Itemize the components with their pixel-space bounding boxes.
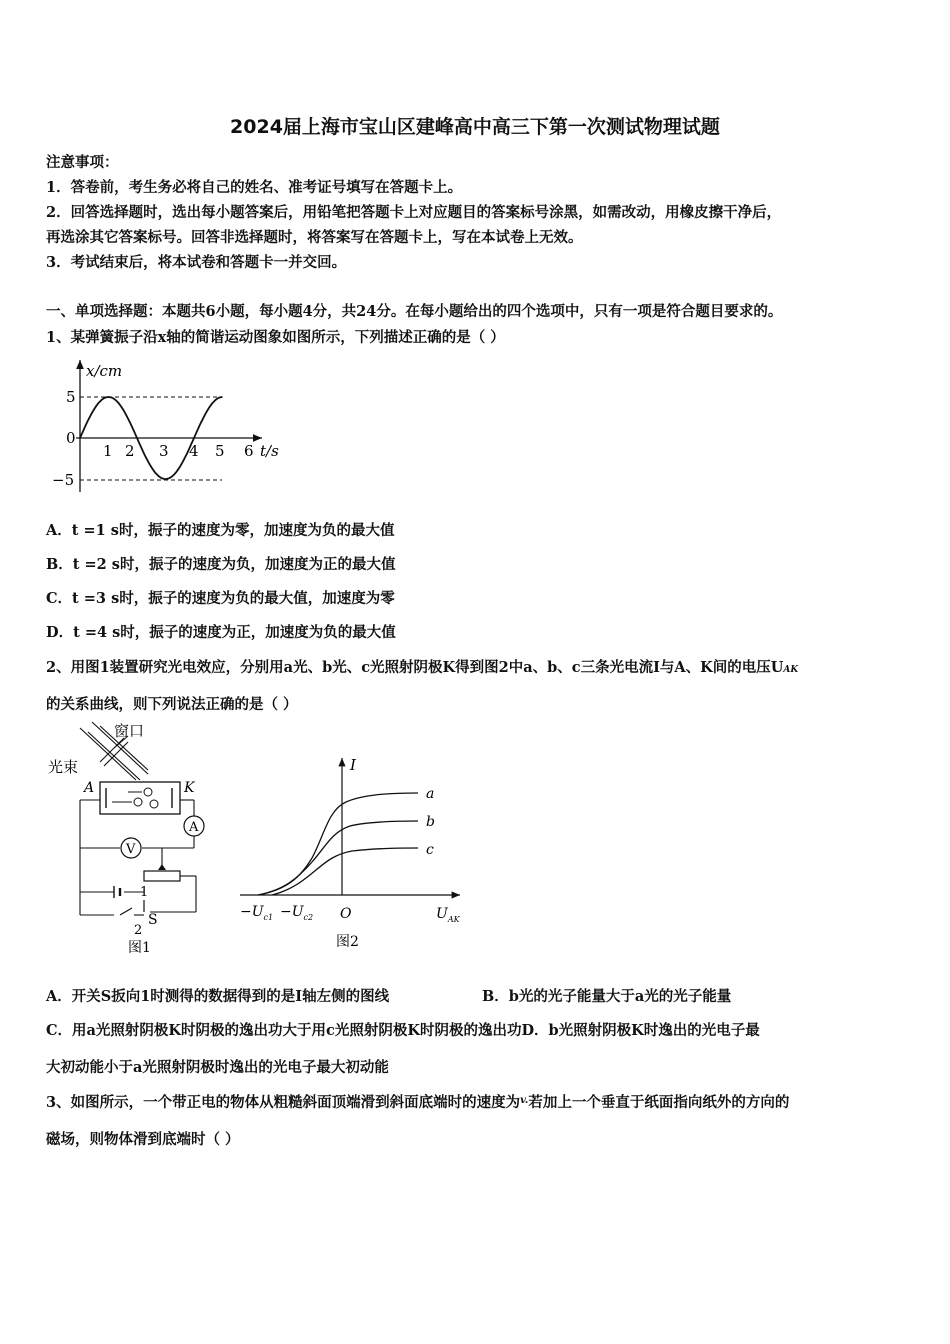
electron-icon [144, 788, 152, 796]
switch-label: S [148, 912, 158, 928]
voltmeter-label: V [126, 842, 136, 857]
q2-option-c-d: C．用a光照射阴极K时阴极的逸出功大于用c光照射阴极K时阴极的逸出功D．b光照射阴极K时逸出的光电子最 [46, 1022, 760, 1039]
section-heading: 一、单项选择题：本题共6小题，每小题4分，共24分。在每小题给出的四个选项中，只有一项是符合题目要求的。 [46, 303, 783, 320]
q2-stem-text: 2、用图1装置研究光电效应，分别用a光、b光、c光照射阴极K得到图2中a、b、c三条光电流I与A、K间的电压U [46, 659, 784, 676]
rheostat [144, 871, 180, 881]
q1-option-c: C．t =3 s时，振子的速度为负的最大值，加速度为零 [46, 590, 395, 607]
q1-option-d: D．t =4 s时，振子的速度为正，加速度为负的最大值 [46, 624, 396, 641]
uc1-label: $-U_{c1}$ [240, 904, 274, 922]
curve-c [272, 848, 418, 895]
question-2-stem-line1 [46, 656, 798, 677]
voltage-axis-label: $U_{AK}$ [436, 906, 460, 924]
x-tick-label: 6 [244, 442, 254, 460]
notice-item: 2．回答选择题时，选出每小题答案后，用铅笔把答题卡上对应题目的答案标号涂黑，如需改动，用橡皮擦干净后， [46, 204, 782, 221]
x-tick-label: 3 [159, 442, 169, 460]
curve-b-label: b [426, 814, 435, 830]
figure-1-caption: 图1 [128, 940, 151, 956]
q1-option-a: A．t =1 s时，振子的速度为零，加速度为负的最大值 [46, 522, 395, 539]
window-label: 窗口 [114, 722, 145, 740]
curve-b [258, 821, 418, 895]
ammeter-label: A [189, 820, 199, 835]
uc2-label: $-U_{c2}$ [280, 904, 314, 922]
question-3-stem-line1 [46, 1091, 789, 1112]
question-1-stem: 1、某弹簧振子沿x轴的简谐运动图象如图所示，下列描述正确的是（ ） [46, 329, 505, 346]
current-axis-label: I [350, 756, 356, 774]
anode-label: A [84, 780, 95, 796]
switch-contact [120, 908, 132, 915]
q1-oscillation-graph [40, 352, 300, 502]
electron-icon [150, 800, 158, 808]
q2-figure-2-iv-curves [236, 750, 466, 950]
notice-heading: 注意事项： [46, 154, 119, 171]
q2-stem-subscript: AK [783, 665, 799, 675]
notice-item: 1．答卷前，考生务必将自己的姓名、准考证号填写在答题卡上。 [46, 179, 463, 196]
y-tick-label: −5 [52, 471, 75, 489]
y-tick-label: 5 [66, 388, 76, 406]
x-tick-label: 4 [189, 442, 199, 460]
q3-stem-text-b: 若加上一个垂直于纸面指向纸外的方向的 [528, 1094, 790, 1111]
y-tick-label: 0 [66, 429, 76, 447]
question-3-stem-line2: 磁场，则物体滑到底端时（ ） [46, 1131, 240, 1148]
switch-pos-2-label: 2 [134, 923, 143, 938]
notice-item: 3．考试结束后，将本试卷和答题卡一并交回。 [46, 254, 347, 271]
q2-option-d-continued: 大初动能小于a光照射阴极时逸出的光电子最大初动能 [46, 1059, 389, 1076]
page-title: 2024届上海市宝山区建峰高中高三下第一次测试物理试题 [230, 116, 720, 138]
beam-label: 光束 [48, 758, 79, 776]
notice-item: 再选涂其它答案标号。回答非选择题时，将答案写在答题卡上，写在本试卷上无效。 [46, 229, 583, 246]
x-tick-label: 5 [215, 442, 225, 460]
electron-icon [134, 798, 142, 806]
switch-pos-1-label: 1 [140, 885, 149, 900]
curve-c-label: c [426, 842, 434, 858]
y-axis-label: x/cm [86, 362, 123, 380]
curve-a [258, 793, 418, 895]
figure-2-caption: 图2 [336, 934, 359, 950]
q2-figure-1-circuit [44, 720, 214, 960]
curve-a-label: a [426, 786, 435, 802]
x-tick-label: 2 [125, 442, 135, 460]
circuit-wires [80, 800, 196, 915]
origin-label: O [340, 906, 352, 922]
q1-option-b: B．t =2 s时，振子的速度为负，加速度为正的最大值 [46, 556, 396, 573]
rheostat-slider-arrow [158, 864, 166, 870]
q2-option-a: A．开关S扳向1时测得的数据得到的是I轴左侧的图线 [46, 988, 390, 1005]
x-axis-label: t/s [260, 442, 279, 460]
x-tick-label: 1 [103, 442, 113, 460]
question-2-stem-line2: 的关系曲线，则下列说法正确的是（ ） [46, 696, 298, 713]
cathode-label: K [184, 780, 195, 796]
q2-option-b: B．b光的光子能量大于a光的光子能量 [482, 988, 732, 1005]
q3-velocity-symbol: v. [520, 1095, 529, 1106]
q3-stem-text-a: 3、如图所示，一个带正电的物体从粗糙斜面顶端滑到斜面底端时的速度为 [46, 1094, 521, 1111]
